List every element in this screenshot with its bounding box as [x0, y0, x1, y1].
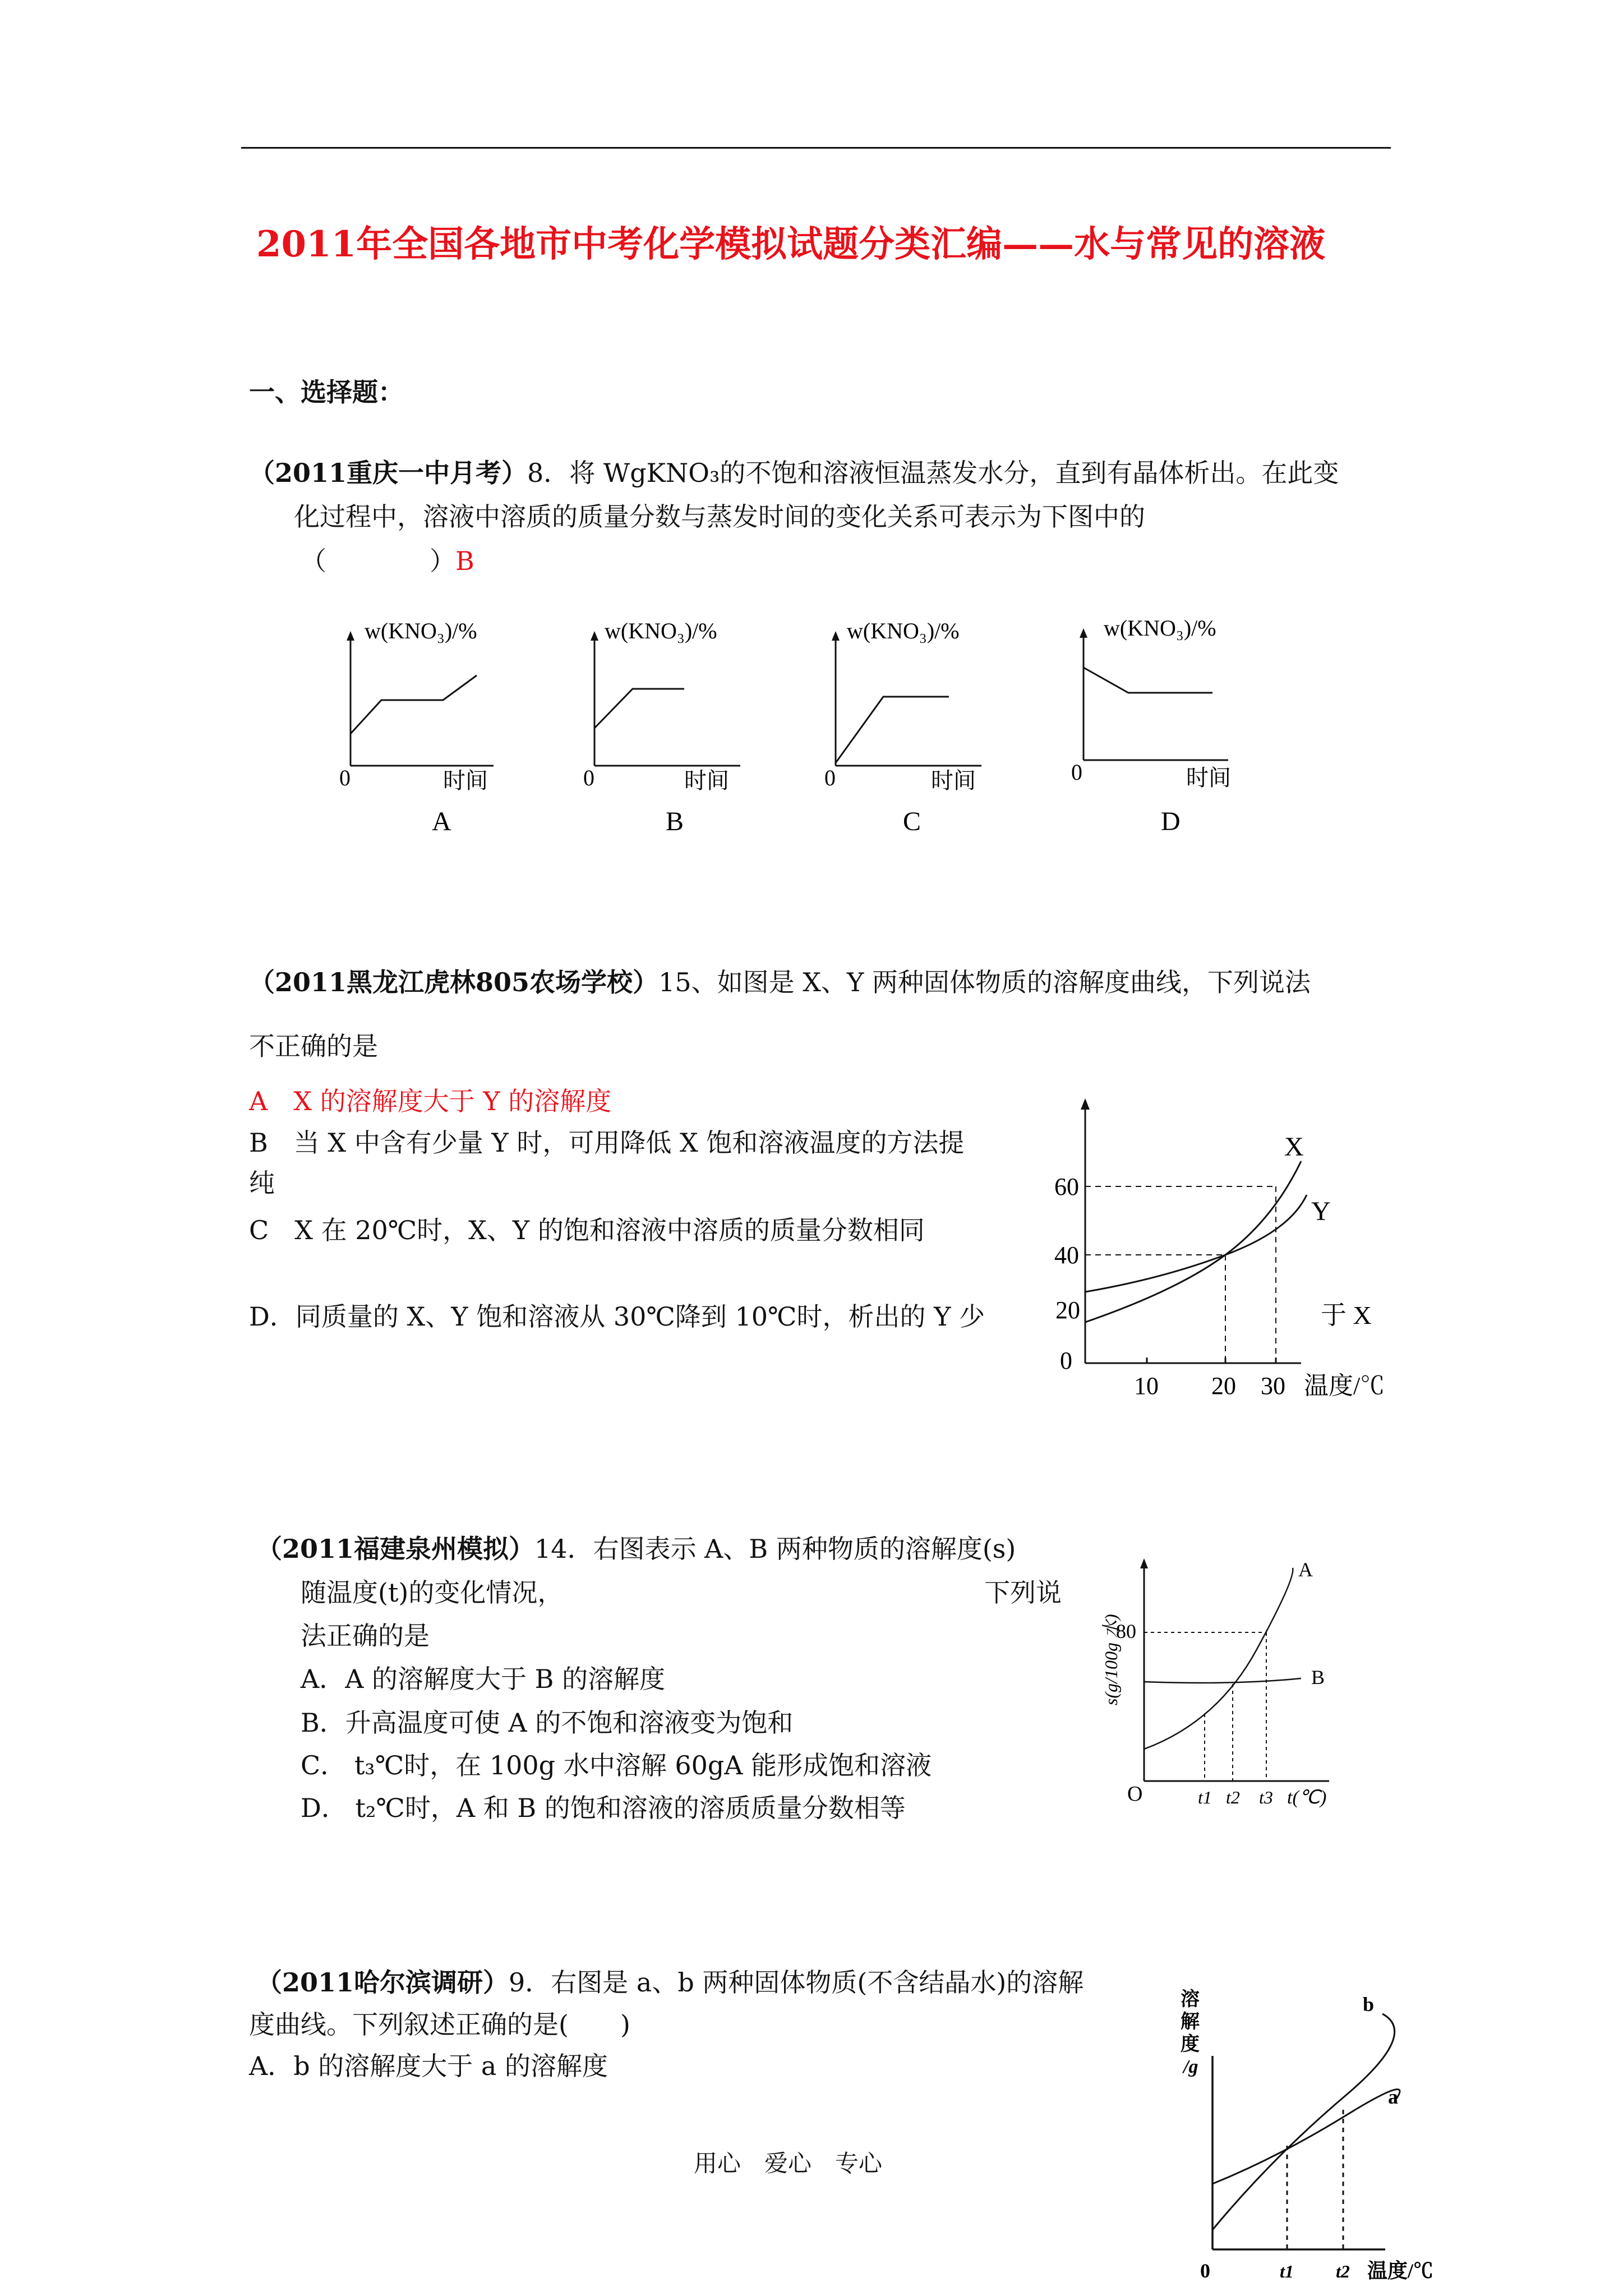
q9-option-a: A．b 的溶解度大于 a 的溶解度	[249, 2051, 608, 2081]
q8-graph-D	[1066, 614, 1234, 839]
q9-solubility-graph	[1178, 1989, 1458, 2296]
q8-C-ylabel: w(KNO₃)/%	[847, 618, 960, 643]
q15-solubility-graph	[1038, 1094, 1419, 1408]
q14-ytick-80: 80	[1116, 1620, 1136, 1642]
q9-ylabel-3: 度	[1181, 2034, 1200, 2055]
q9-origin: 0	[1200, 2260, 1210, 2282]
q9-label-b: b	[1363, 1993, 1375, 2016]
q14-label-b: B	[1311, 1666, 1325, 1688]
q9-line1	[256, 1967, 1084, 1998]
q9-text1: 9．右图是 a、b 两种固体物质(不含结晶水)的溶解	[509, 1967, 1084, 1998]
q14-option-c: C． t₃℃时，在 100g 水中溶解 60gA 能形成饱和溶液	[301, 1750, 932, 1780]
q14-line2: 随温度(t)的变化情况，	[301, 1577, 564, 1608]
q15-xtick-30: 30	[1261, 1372, 1285, 1400]
q15-option-c: C X 在 20℃时，X、Y 的饱和溶液中溶质的质量分数相同	[249, 1215, 925, 1245]
section-heading: 一、选择题：	[249, 377, 404, 407]
q15-option-d-tail: 于 X	[1321, 1301, 1372, 1329]
q15-option-b-cont: 纯	[249, 1168, 275, 1198]
q15-option-b: B 当 X 中含有少量 Y 时，可用降低 X 饱和溶液温度的方法提	[249, 1128, 965, 1158]
q14-label-a: A	[1298, 1558, 1313, 1581]
q8-D-ylabel: w(KNO₃)/%	[1104, 615, 1216, 641]
q8-source: （2011重庆一中月考）	[249, 458, 528, 488]
q15-xtick-10: 10	[1134, 1372, 1159, 1400]
q8-A-caption: A	[432, 807, 451, 836]
q15-source: （2011黑龙江虎林805农场学校）	[249, 967, 659, 997]
q15-label-x: X	[1284, 1132, 1304, 1162]
q14-solubility-graph	[1088, 1554, 1357, 1823]
q8-graph-A	[331, 617, 499, 841]
q8-C-origin: 0	[824, 765, 836, 790]
q15-text1: 15、如图是 X、Y 两种固体物质的溶解度曲线，下列说法	[658, 967, 1311, 997]
header-rule	[241, 147, 1391, 149]
q8-bracket: （ ）	[301, 546, 455, 576]
q9-label-a: a	[1388, 2086, 1398, 2108]
q8-B-ylabel: w(KNO₃)/%	[605, 618, 717, 643]
q14-ylabel: s(g/100g 水)	[1101, 1614, 1121, 1705]
q8-A-origin: 0	[339, 765, 351, 790]
q14-source: （2011福建泉州模拟）	[256, 1534, 535, 1564]
q8-C-caption: C	[903, 807, 921, 836]
q14-origin: O	[1127, 1782, 1143, 1806]
q9-source: （2011哈尔滨调研）	[256, 1967, 509, 1998]
q15-option-a: A X 的溶解度大于 Y 的溶解度	[249, 1086, 612, 1116]
q8-A-xlabel: 时间	[443, 768, 488, 793]
q14-xtick-t1: t1	[1198, 1787, 1212, 1807]
q8-answer: B	[455, 546, 474, 576]
q8-D-origin: 0	[1071, 760, 1082, 785]
q15-xtick-20: 20	[1211, 1372, 1236, 1400]
page-title: 2011年全国各地市中考化学模拟试题分类汇编——水与常见的溶液	[256, 223, 1326, 265]
q9-xtick-t1: t1	[1280, 2261, 1294, 2281]
q8-line2: 化过程中，溶液中溶质的质量分数与蒸发时间的变化关系可表示为下图中的	[294, 501, 1145, 532]
q8-B-caption: B	[666, 807, 684, 836]
q15-line2: 不正确的是	[249, 1031, 378, 1061]
q14-xtick-t2: t2	[1226, 1787, 1240, 1807]
q14-option-b: B．升高温度可使 A 的不饱和溶液变为饱和	[301, 1708, 794, 1738]
q8-A-ylabel: w(KNO₃)/%	[365, 618, 477, 643]
q8-graph-C	[819, 617, 987, 841]
q15-ytick-0: 0	[1060, 1347, 1072, 1374]
q8-D-xlabel: 时间	[1186, 765, 1231, 790]
q15-label-y: Y	[1311, 1197, 1331, 1226]
page-footer: 用心 爱心 专心	[694, 2150, 883, 2177]
q8-graph-B	[578, 617, 746, 841]
q9-line2: 度曲线。下列叙述正确的是( )	[249, 2009, 630, 2040]
q15-xlabel: 温度/℃	[1304, 1372, 1385, 1400]
q8-line1	[249, 460, 1339, 486]
q15-ytick-60: 60	[1054, 1173, 1079, 1200]
q8-line3	[301, 548, 474, 574]
q9-ylabel-1: 溶	[1181, 1989, 1200, 2010]
q14-line3: 法正确的是	[301, 1621, 430, 1651]
q14-option-a: A．A 的溶解度大于 B 的溶解度	[301, 1664, 666, 1694]
q15-ytick-40: 40	[1054, 1241, 1079, 1269]
q15-line1	[249, 969, 1311, 995]
q8-D-caption: D	[1161, 807, 1181, 836]
q14-xlabel: t(℃)	[1287, 1787, 1327, 1808]
q8-C-xlabel: 时间	[931, 768, 976, 793]
q9-xlabel: 温度/℃	[1367, 2260, 1434, 2282]
q9-xtick-t2: t2	[1336, 2261, 1350, 2281]
q14-line2-tail: 下列说	[984, 1577, 1062, 1608]
q8-text1: 8．将 WgKNO₃的不饱和溶液恒温蒸发水分，直到有晶体析出。在此变	[527, 458, 1339, 488]
q15-ytick-20: 20	[1055, 1296, 1080, 1324]
q14-line1	[256, 1536, 1016, 1562]
q14-text1: 14．右图表示 A、B 两种物质的溶解度(s)	[534, 1534, 1016, 1564]
q15-option-d: D．同质量的 X、Y 饱和溶液从 30℃降到 10℃时，析出的 Y 少	[249, 1301, 985, 1332]
q9-ylabel-2: 解	[1181, 2012, 1200, 2032]
q14-option-d: D． t₂℃时，A 和 B 的饱和溶液的溶质质量分数相等	[301, 1793, 906, 1823]
q9-ylabel-4: /g	[1183, 2056, 1198, 2077]
q8-B-xlabel: 时间	[684, 768, 729, 793]
q14-xtick-t3: t3	[1259, 1787, 1273, 1807]
q8-B-origin: 0	[583, 765, 594, 790]
